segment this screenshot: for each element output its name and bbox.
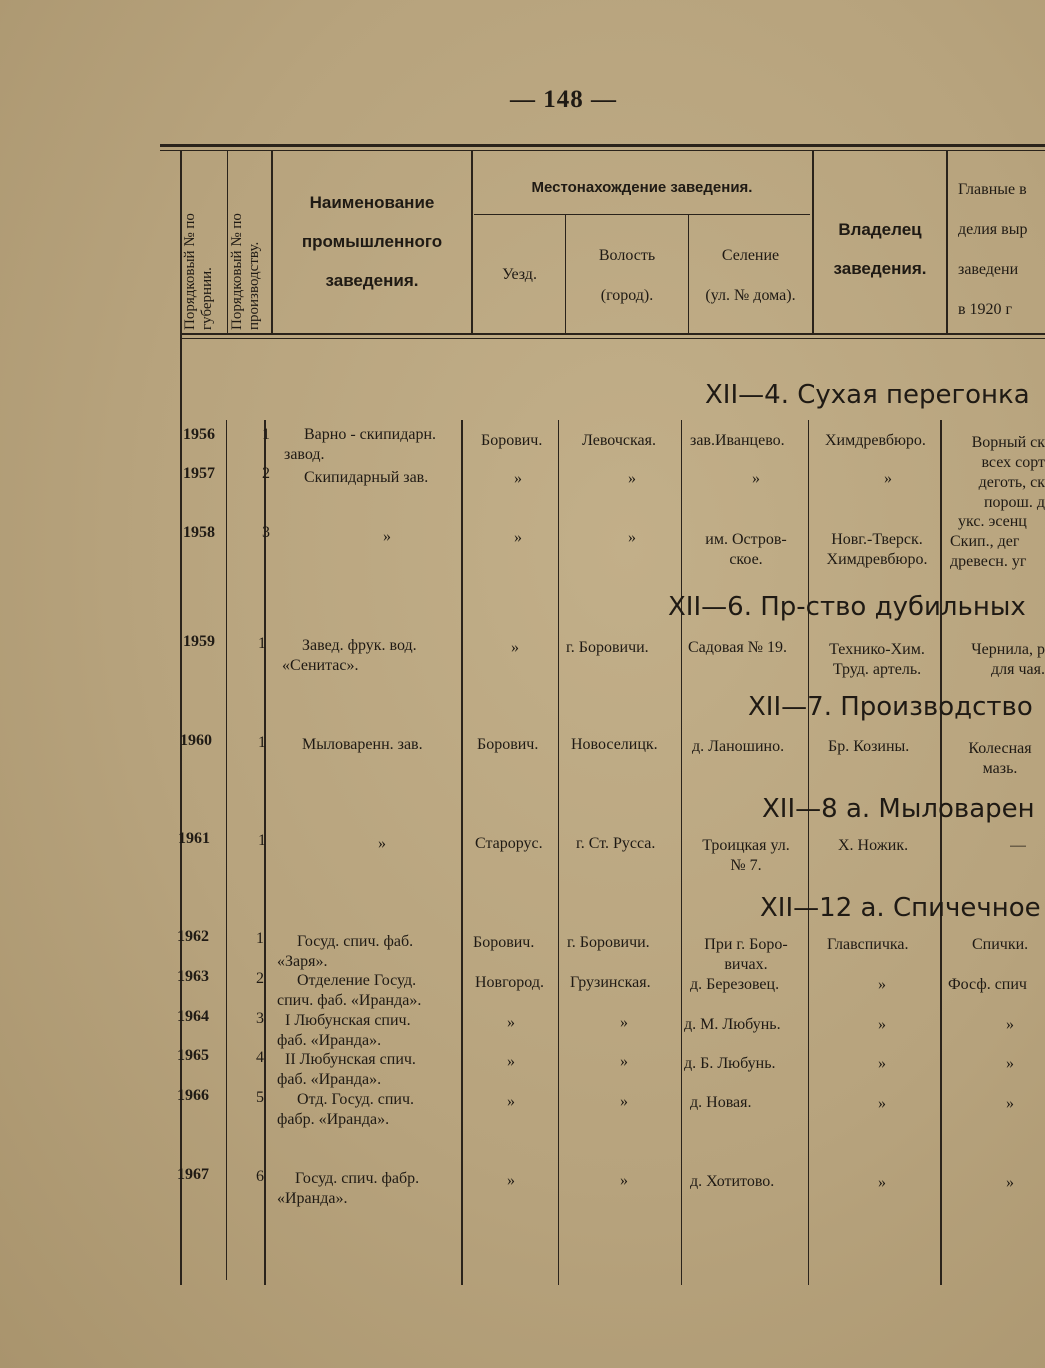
- selenie-cell: »: [752, 470, 760, 487]
- section-title: XII—4. Сухая перегонка: [705, 380, 1030, 410]
- selenie-cell: При г. Боро- вичах.: [704, 936, 788, 973]
- selenie-cell: д. Хотитово.: [690, 1173, 775, 1190]
- uezd-cell: »: [514, 470, 522, 487]
- column-rule: [946, 150, 948, 334]
- product-cell: Фосф. спич: [948, 976, 1027, 993]
- uezd-cell: »: [507, 1093, 515, 1110]
- header-products: Главные в делия выр заведени в 1920 г: [958, 181, 1028, 318]
- owner-cell: »: [878, 1055, 886, 1072]
- column-rule: [226, 420, 227, 1280]
- row-number: 1963: [177, 968, 209, 985]
- section-title: XII—6. Пр-ство дубильных: [668, 592, 1026, 622]
- header-production-number: Порядковый № по производству.: [229, 213, 262, 330]
- selenie-cell: д. Новая.: [690, 1094, 752, 1111]
- row-production-number: 1: [262, 426, 270, 443]
- row-number: 1961: [178, 830, 210, 847]
- volost-cell: »: [628, 470, 636, 487]
- selenie-cell: д. Ланошино.: [692, 738, 785, 755]
- uezd-cell: »: [507, 1053, 515, 1070]
- uezd-cell: »: [507, 1014, 515, 1031]
- volost-cell: »: [620, 1093, 628, 1110]
- row-number: 1958: [183, 524, 215, 541]
- row-number: 1966: [177, 1087, 209, 1104]
- row-production-number: 1: [256, 930, 264, 947]
- owner-cell: Технико-Хим. Труд. артель.: [829, 641, 925, 678]
- enterprise-name: »: [378, 835, 386, 852]
- enterprise-name: Завед. фрук. вод. «Сенитас».: [282, 637, 417, 674]
- uezd-cell: Старорус.: [475, 835, 543, 852]
- header-volost: Волость (город).: [598, 247, 656, 304]
- enterprise-name: Отд. Госуд. спич. фабр. «Иранда».: [277, 1091, 415, 1128]
- location-subheader-rule: [474, 214, 810, 215]
- selenie-cell: Садовая № 19.: [688, 639, 787, 656]
- uezd-cell: »: [514, 529, 522, 546]
- uezd-cell: Борович.: [477, 736, 539, 753]
- volost-cell: г. Боровичи.: [566, 639, 649, 656]
- selenie-cell: д. Березовец.: [690, 976, 780, 993]
- row-number: 1960: [180, 732, 212, 749]
- owner-cell: »: [878, 1016, 886, 1033]
- volost-cell: »: [620, 1014, 628, 1031]
- product-cell: »: [1006, 1055, 1014, 1072]
- volost-cell: »: [620, 1053, 628, 1070]
- row-production-number: 3: [256, 1010, 264, 1027]
- owner-cell: Новг.-Тверск. Химдревбюро.: [826, 531, 928, 568]
- header-bottom-rule: [180, 333, 1045, 335]
- header-owner: Владелец заведения.: [833, 220, 927, 278]
- header-location: Местонахождение заведения.: [531, 179, 753, 196]
- product-cell: »: [1006, 1174, 1014, 1191]
- enterprise-name: I Любунская спич. фаб. «Иранда».: [277, 1012, 411, 1049]
- product-cell: Ворный ск всех сорт деготь, ск порош. д: [971, 434, 1045, 511]
- header-enterprise-name: Наименование промышленного заведения.: [301, 193, 443, 290]
- page-number: — 148 —: [510, 86, 617, 113]
- row-production-number: 4: [256, 1049, 264, 1066]
- uezd-cell: Борович.: [473, 934, 535, 951]
- column-rule: [681, 420, 682, 1285]
- header-uezd: Уезд.: [502, 266, 537, 283]
- column-rule: [461, 420, 463, 1285]
- volost-cell: г. Ст. Русса.: [576, 835, 656, 852]
- row-number: 1959: [183, 633, 215, 650]
- volost-cell: Новоселицк.: [571, 736, 658, 753]
- section-title: XII—7. Производство: [748, 692, 1033, 722]
- section-title: XII—8 а. Мыловарен: [762, 794, 1035, 824]
- product-cell: Спички.: [972, 936, 1029, 953]
- owner-cell: Главспичка.: [827, 936, 909, 953]
- row-production-number: 1: [258, 635, 266, 652]
- row-production-number: 1: [258, 734, 266, 751]
- enterprise-name: II Любунская спич. фаб. «Иранда».: [277, 1051, 416, 1088]
- owner-cell: Бр. Козины.: [828, 738, 910, 755]
- column-rule: [558, 420, 559, 1285]
- column-rule: [471, 150, 473, 334]
- selenie-cell: д. Б. Любунь.: [684, 1055, 776, 1072]
- volost-cell: »: [620, 1172, 628, 1189]
- enterprise-name: Госуд. спич. фаб. «Заря».: [277, 933, 414, 970]
- owner-cell: »: [884, 470, 892, 487]
- product-cell: Колесная мазь.: [968, 740, 1032, 777]
- row-number: 1967: [177, 1166, 209, 1183]
- selenie-cell: Троицкая ул. № 7.: [702, 837, 790, 874]
- enterprise-name: Госуд. спич. фабр. «Иранда».: [277, 1170, 420, 1207]
- enterprise-name: Варно - скипидарн. завод.: [284, 426, 437, 463]
- product-cell: укс. эсенц Скип., дег древесн. уг: [950, 513, 1027, 570]
- header-bottom-rule-thin: [180, 338, 1045, 339]
- enterprise-name: Мыловаренн. зав.: [302, 736, 423, 753]
- uezd-cell: »: [507, 1172, 515, 1189]
- volost-cell: Левочская.: [582, 432, 657, 449]
- column-rule: [808, 420, 809, 1285]
- row-number: 1956: [183, 426, 215, 443]
- enterprise-name: »: [383, 528, 391, 545]
- top-rule: [160, 144, 1045, 147]
- header-gubernia-number: Порядковый № по губернии.: [182, 213, 215, 330]
- owner-cell: Х. Ножик.: [838, 837, 909, 854]
- owner-cell: »: [878, 1095, 886, 1112]
- selenie-cell: д. М. Любунь.: [684, 1016, 781, 1033]
- row-production-number: 5: [256, 1089, 264, 1106]
- row-number: 1962: [177, 928, 209, 945]
- row-production-number: 6: [256, 1168, 264, 1185]
- volost-cell: Грузинская.: [570, 974, 651, 991]
- uezd-cell: Борович.: [481, 432, 543, 449]
- row-number: 1964: [177, 1008, 209, 1025]
- product-cell: —: [1010, 837, 1026, 854]
- product-cell: »: [1006, 1095, 1014, 1112]
- volost-cell: г. Боровичи.: [567, 934, 650, 951]
- uezd-cell: Новгород.: [475, 974, 544, 991]
- selenie-cell: им. Остров- ское.: [705, 531, 787, 568]
- header-selenie: Селение (ул. № дома).: [705, 247, 796, 304]
- uezd-cell: »: [511, 639, 519, 656]
- product-cell: »: [1006, 1016, 1014, 1033]
- enterprise-name: Отделение Госуд. спич. фаб. «Иранда».: [277, 972, 422, 1009]
- product-cell: Чернила, р для чая.: [971, 641, 1045, 678]
- top-rule-thin: [160, 150, 1045, 151]
- section-title: XII—12 а. Спичечное: [760, 893, 1041, 923]
- enterprise-name: Скипидарный зав.: [304, 469, 429, 486]
- owner-cell: »: [878, 976, 886, 993]
- row-production-number: 2: [262, 465, 270, 482]
- volost-cell: »: [628, 529, 636, 546]
- selenie-cell: зав.Иванцево.: [690, 432, 785, 449]
- row-number: 1957: [183, 465, 215, 482]
- row-production-number: 1: [258, 832, 266, 849]
- column-rule: [264, 420, 266, 1285]
- row-production-number: 3: [262, 524, 270, 541]
- column-rule: [227, 150, 228, 334]
- owner-cell: »: [878, 1174, 886, 1191]
- owner-cell: Химдревбюро.: [825, 432, 926, 449]
- row-number: 1965: [177, 1047, 209, 1064]
- row-production-number: 2: [256, 970, 264, 987]
